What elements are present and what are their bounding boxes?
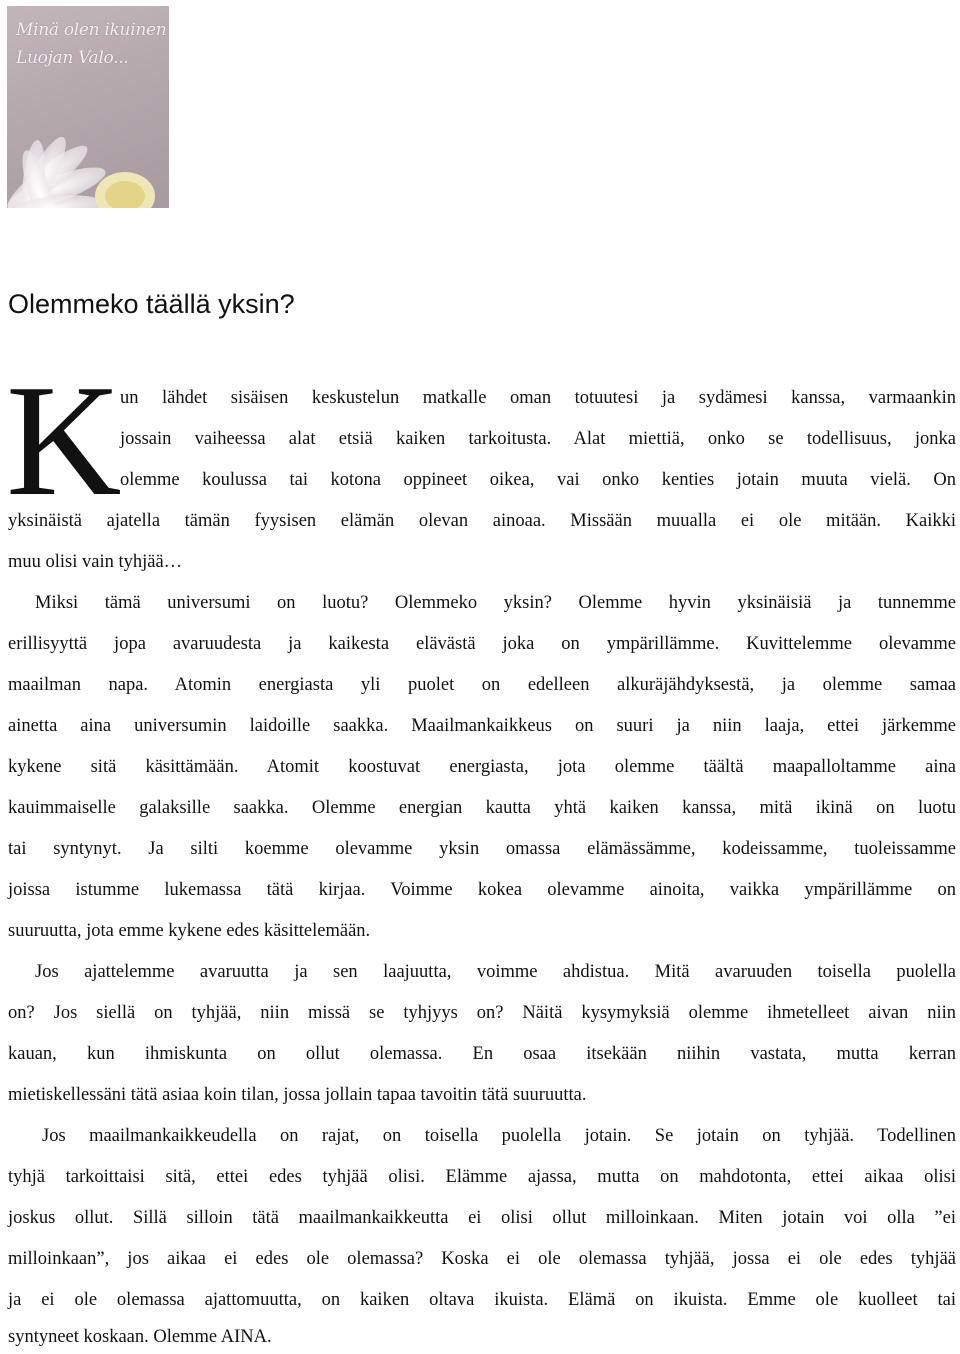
- text-line: kykene sitä käsittämään. Atomit koostuvat energiasta, jota olemme täältä maapalloltamme aina: [8, 757, 956, 777]
- text-line: kauan, kun ihmiskunta on ollut olemassa. En osaa itsekään niihin vastata, mutta kerran: [8, 1044, 956, 1064]
- text-line: Jos maailmankaikkeudella on rajat, on toisella puolella jotain. Se jotain on tyhjää. Todellinen: [42, 1126, 956, 1146]
- text-line: tai syntynyt. Ja silti koemme olevamme yksin omassa elämässämme, kodeissamme, tuoleissamme: [8, 839, 956, 859]
- text-line: maailman napa. Atomin energiasta yli puolet on edelleen alkuräjähdyksestä, ja olemme samaa: [8, 675, 956, 695]
- logo-text-line-2: Luojan Valo...: [16, 48, 129, 68]
- book-cover-logo: [7, 6, 169, 208]
- text-line: kauimmaiselle galaksille saakka. Olemme energian kautta yhtä kaiken kanssa, mitä ikinä on luotu: [8, 798, 956, 818]
- text-line: tyhjä tarkoittaisi sitä, ettei edes tyhjää olisi. Elämme ajassa, mutta on mahdotonta, ettei aikaa olisi: [8, 1167, 956, 1187]
- text-line: joissa istumme lukemassa tätä kirjaa. Voimme kokea olevamme ainoita, vaikka ympärillämme on: [8, 880, 956, 900]
- text-line: ainetta aina universumin laidoille saakka. Maailmankaikkeus on suuri ja niin laaja, ettei järkemme: [8, 716, 956, 736]
- page-title: Olemmeko täällä yksin?: [8, 289, 295, 319]
- text-line: erillisyyttä jopa avaruudesta ja kaikesta elävästä joka on ympärillämme. Kuvittelemme olevamme: [8, 634, 956, 654]
- text-line: Jos ajattelemme avaruutta ja sen laajuutta, voimme ahdistua. Mitä avaruuden toisella puolella: [35, 962, 956, 982]
- text-line: ja ei ole olemassa ajattomuutta, on kaiken oltava ikuista. Elämä on ikuista. Emme ole kuolleet tai: [8, 1290, 956, 1310]
- text-line: un lähdet sisäisen keskustelun matkalle oman totuutesi ja sydämesi kanssa, varmaankin: [120, 388, 956, 408]
- text-line: jossain vaiheessa alat etsiä kaiken tarkoitusta. Alat miettiä, onko se todellisuus, jonka: [120, 429, 956, 449]
- text-line: suuruutta, jota emme kykene edes käsittelemään.: [8, 921, 371, 941]
- text-line: mietiskellessäni tätä asiaa koin tilan, jossa jollain tapaa tavoitin tätä suuruutta.: [8, 1085, 587, 1105]
- text-line: yksinäistä ajatella tämän fyysisen elämän olevan ainoaa. Missään muualla ei ole mitään. Kaikki: [8, 511, 956, 531]
- text-line: Miksi tämä universumi on luotu? Olemmeko yksin? Olemme hyvin yksinäisiä ja tunnemme: [35, 593, 956, 613]
- drop-cap: K: [6, 351, 122, 529]
- logo-text-line-1: Minä olen ikuinen: [16, 20, 167, 40]
- text-line: on? Jos siellä on tyhjää, niin missä se tyhjyys on? Näitä kysymyksiä olemme ihmetelleet aivan niin: [8, 1003, 956, 1023]
- text-line: milloinkaan”, jos aikaa ei edes ole olemassa? Koska ei ole olemassa tyhjää, jossa ei ole edes tyhjää: [8, 1249, 956, 1269]
- text-line: muu olisi vain tyhjää…: [8, 552, 183, 572]
- text-line: syntyneet koskaan. Olemme AINA.: [8, 1327, 272, 1347]
- text-line: joskus ollut. Sillä silloin tätä maailmankaikkeutta ei olisi ollut milloinkaan. Miten jotain voi olla ”ei: [8, 1208, 956, 1228]
- text-line: olemme koulussa tai kotona oppineet oikea, vai onko kenties jotain muuta vielä. On: [120, 470, 956, 490]
